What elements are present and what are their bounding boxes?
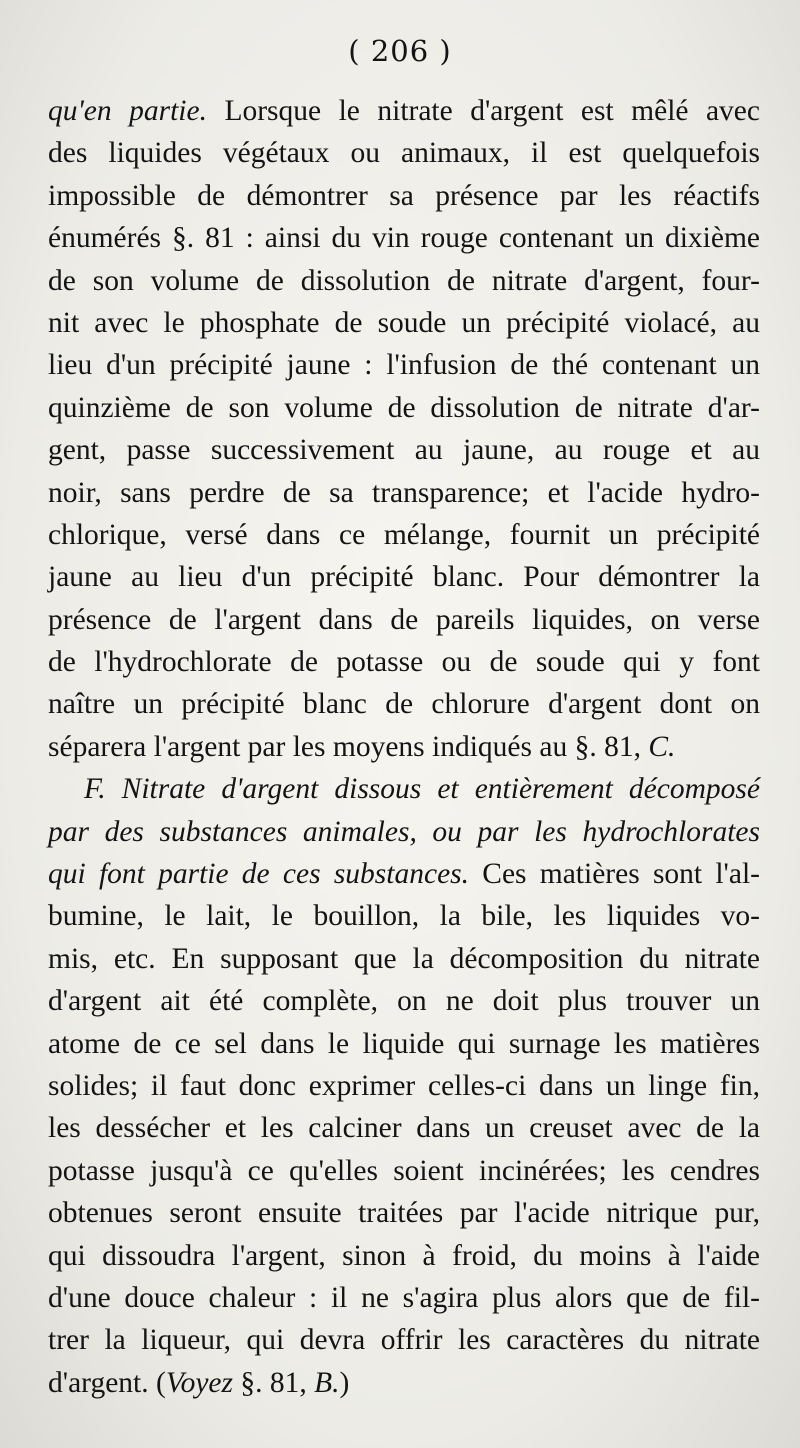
text-line bbox=[48, 683, 760, 725]
text-line bbox=[48, 556, 760, 598]
page-number: ( 206 ) bbox=[348, 34, 452, 68]
text-line bbox=[48, 895, 760, 937]
text-segment: bumine, le lait, le bouillon, la bile, les liquides vo- bbox=[48, 900, 760, 933]
italic-text: B. bbox=[314, 1366, 340, 1399]
text-line bbox=[48, 217, 760, 259]
text-segment: qui dissoudra l'argent, sinon à froid, du moins à l'aide bbox=[48, 1239, 760, 1272]
text-line bbox=[48, 90, 760, 132]
text-segment: chlorique, versé dans ce mélange, fournit un précipité bbox=[48, 518, 760, 551]
text-line bbox=[48, 1150, 760, 1192]
text-line bbox=[48, 132, 760, 174]
text-segment: lieu d'un précipité jaune : l'infusion de thé contenant un bbox=[48, 349, 760, 382]
text-segment: gent, passe successivement au jaune, au rouge et au bbox=[48, 434, 760, 467]
text-line bbox=[48, 175, 760, 217]
text-segment: les dessécher et les calciner dans un creuset avec de la bbox=[48, 1112, 760, 1145]
text-segment: d'une douce chaleur : il ne s'agira plus alors que de fil- bbox=[48, 1281, 760, 1314]
text-segment: de l'hydrochlorate de potasse ou de soude qui y font bbox=[48, 646, 760, 679]
text-line bbox=[48, 302, 760, 344]
text-segment: solides; il faut donc exprimer celles-ci dans un linge fin, bbox=[48, 1069, 760, 1102]
text-segment: §. 81, bbox=[233, 1366, 315, 1399]
text-segment: Lorsque le nitrate d'argent est mêlé avec bbox=[206, 95, 760, 127]
text-line bbox=[48, 260, 760, 302]
text-segment: jaune au lieu d'un précipité blanc. Pour démontrer la bbox=[48, 561, 760, 594]
text-line bbox=[48, 853, 760, 895]
text-line bbox=[48, 1107, 760, 1149]
text-line bbox=[48, 1235, 760, 1277]
text-line bbox=[48, 344, 760, 386]
text-segment: d'argent ait été complète, on ne doit plus trouver un bbox=[48, 985, 760, 1018]
text-line bbox=[48, 811, 760, 853]
text-segment: d'argent. ( bbox=[48, 1366, 166, 1399]
italic-text: F. Nitrate d'argent dissous et entièrement décomposé bbox=[84, 773, 760, 806]
text-segment: noir, sans perdre de sa transparence; et l'acide hydro- bbox=[48, 476, 760, 509]
text-segment: Ces matières sont l'al- bbox=[469, 858, 760, 891]
text-line bbox=[48, 641, 760, 683]
text-segment: mis, etc. En supposant que la décomposition du nitrate bbox=[48, 942, 760, 975]
text-line bbox=[48, 472, 760, 514]
text-line bbox=[48, 1065, 760, 1107]
text-line bbox=[48, 1192, 760, 1234]
text-line bbox=[48, 980, 760, 1022]
text-segment: potasse jusqu'à ce qu'elles soient incinérées; les cendres bbox=[48, 1154, 760, 1187]
text-segment: de son volume de dissolution de nitrate d'argent, four- bbox=[48, 264, 760, 297]
text-segment: séparera l'argent par les moyens indiqués au §. 81, bbox=[48, 730, 649, 763]
text-line bbox=[48, 1023, 760, 1065]
italic-text: qui font partie de ces substances. bbox=[48, 858, 470, 891]
text-line bbox=[48, 768, 760, 810]
text-line bbox=[48, 1319, 760, 1361]
body-text bbox=[48, 90, 760, 1404]
text-segment: obtenues seront ensuite traitées par l'acide nitrique pur, bbox=[48, 1197, 760, 1230]
text-line bbox=[48, 938, 760, 980]
text-segment: ) bbox=[339, 1366, 350, 1399]
text-segment: présence de l'argent dans de pareils liquides, on verse bbox=[48, 603, 760, 636]
italic-text: Voyez bbox=[165, 1366, 233, 1399]
text-segment: impossible de démontrer sa présence par les réactifs bbox=[48, 179, 760, 212]
text-segment: naître un précipité blanc de chlorure d'argent dont on bbox=[48, 688, 760, 721]
text-line bbox=[48, 726, 760, 768]
italic-text: qu'en partie. bbox=[48, 95, 207, 127]
text-segment: nit avec le phosphate de soude un précipité violacé, au bbox=[48, 306, 760, 339]
text-segment: quinzième de son volume de dissolution de nitrate d'ar- bbox=[48, 391, 760, 424]
text-segment: trer la liqueur, qui devra offrir les caractères du nitrate bbox=[48, 1324, 760, 1357]
text-segment: énumérés §. 81 : ainsi du vin rouge contenant un dixième bbox=[48, 222, 760, 255]
text-line bbox=[48, 514, 760, 556]
text-line bbox=[48, 599, 760, 641]
italic-text: C. bbox=[648, 730, 676, 763]
text-line bbox=[48, 1362, 760, 1404]
text-segment: atome de ce sel dans le liquide qui surnage les matières bbox=[48, 1027, 760, 1060]
text-line bbox=[48, 429, 760, 471]
italic-text: par des substances animales, ou par les hydrochlorates bbox=[48, 815, 760, 848]
text-line bbox=[48, 1277, 760, 1319]
text-line bbox=[48, 387, 760, 429]
text-segment: des liquides végétaux ou animaux, il est quelquefois bbox=[48, 137, 760, 170]
